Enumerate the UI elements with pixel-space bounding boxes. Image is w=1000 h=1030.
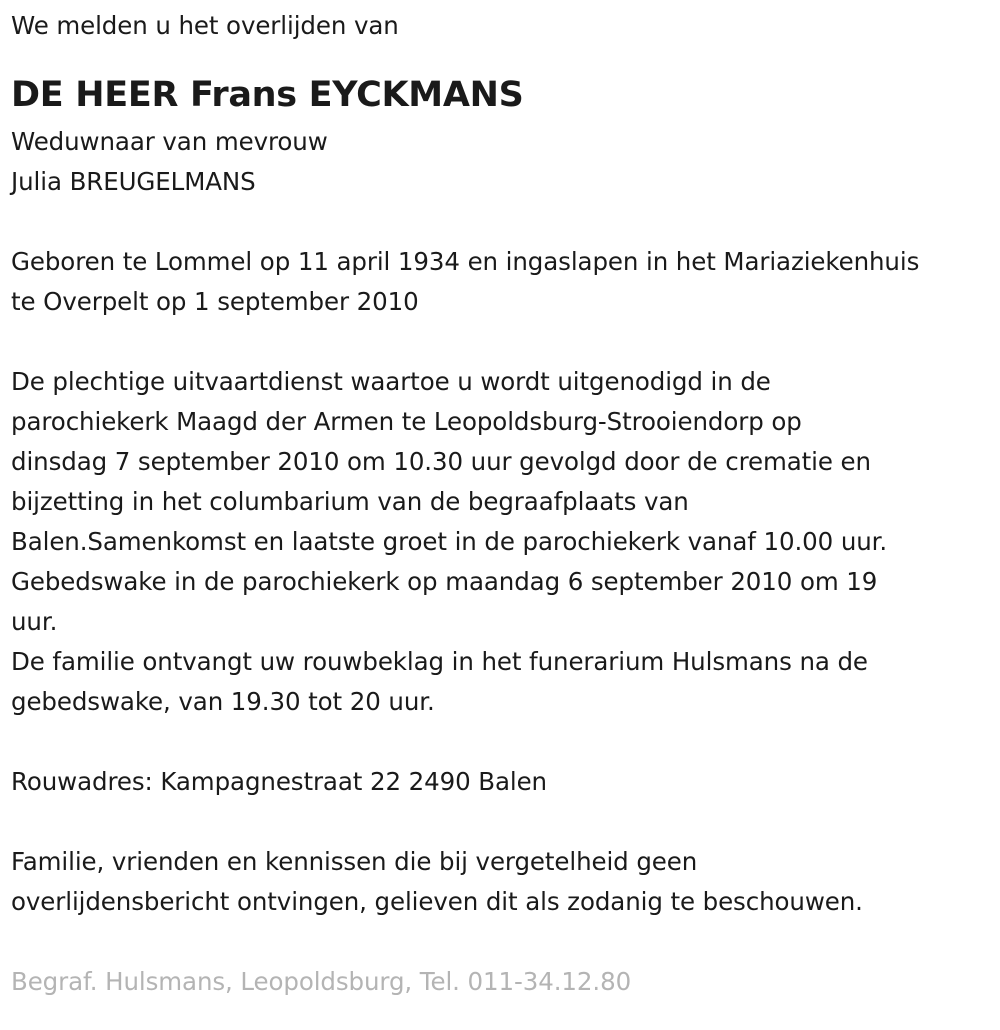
mourning-address: Rouwadres: Kampagnestraat 22 2490 Balen: [11, 767, 547, 796]
service-line: parochiekerk Maagd der Armen te Leopoldsburg-Strooiendorp op: [11, 407, 802, 436]
service-line: gebedswake, van 19.30 tot 20 uur.: [11, 687, 435, 716]
service-line: dinsdag 7 september 2010 om 10.30 uur gevolgd door de crematie en: [11, 447, 871, 476]
spacer: [11, 202, 1000, 242]
intro-text: We melden u het overlijden van: [11, 11, 399, 40]
notice-line: overlijdensbericht ontvingen, gelieven dit als zodanig te beschouwen.: [11, 887, 863, 916]
deceased-name: DE HEER Frans EYCKMANS: [11, 75, 524, 115]
spouse-line: Julia BREUGELMANS: [11, 167, 256, 196]
service-line: De plechtige uitvaartdienst waartoe u wordt uitgenodigd in de: [11, 367, 771, 396]
birth-death-line: te Overpelt op 1 september 2010: [11, 287, 419, 316]
spacer: [11, 922, 1000, 962]
funeral-home-footer: Begraf. Hulsmans, Leopoldsburg, Tel. 011-34.12.80: [11, 967, 632, 996]
spacer: [11, 802, 1000, 842]
service-line: De familie ontvangt uw rouwbeklag in het funerarium Hulsmans na de: [11, 647, 868, 676]
service-line: Balen.Samenkomst en laatste groet in de parochiekerk vanaf 10.00 uur.: [11, 527, 888, 556]
spouse-block: [11, 122, 1000, 202]
spacer: [11, 722, 1000, 762]
service-line: Gebedswake in de parochiekerk op maandag 6 september 2010 om 19: [11, 567, 878, 596]
birth-death-line: Geboren te Lommel op 11 april 1934 en ingaslapen in het Mariaziekenhuis: [11, 247, 920, 276]
birth-death-block: [11, 242, 1000, 322]
service-line: uur.: [11, 607, 58, 636]
spacer: [11, 322, 1000, 362]
notice-block: [11, 842, 1000, 922]
service-block: [11, 362, 1000, 722]
notice-line: Familie, vrienden en kennissen die bij vergetelheid geen: [11, 847, 698, 876]
service-line: bijzetting in het columbarium van de begraafplaats van: [11, 487, 689, 516]
spouse-line: Weduwnaar van mevrouw: [11, 127, 328, 156]
